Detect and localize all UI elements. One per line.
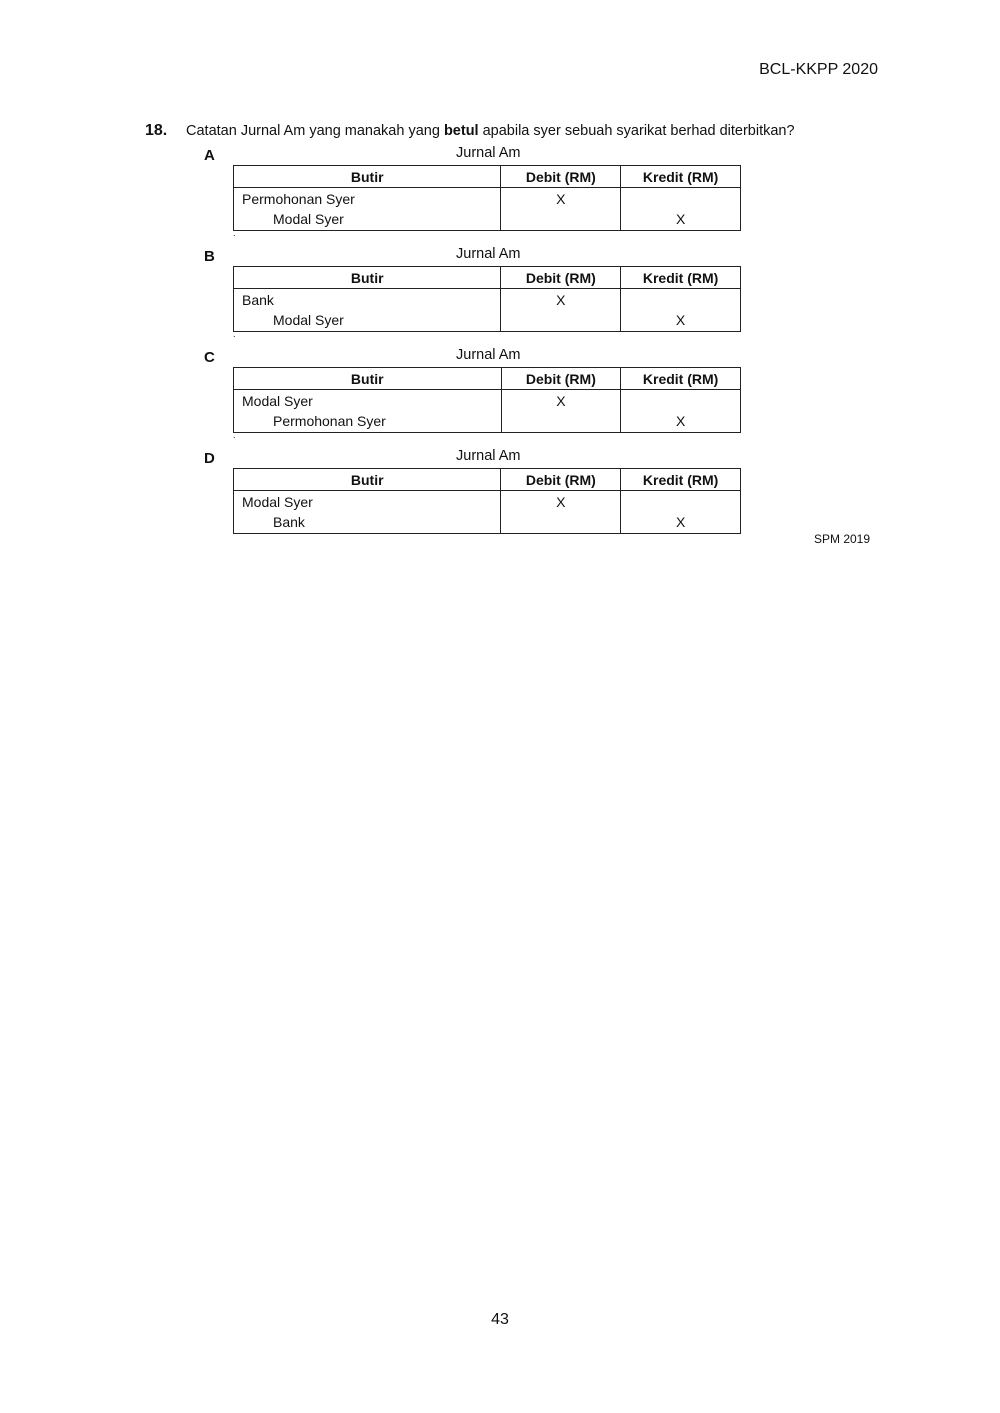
header-butir: Butir (234, 267, 501, 289)
header-debit: Debit (RM) (501, 469, 621, 491)
separator-dot: . (233, 329, 236, 339)
option-letter: C (204, 349, 215, 366)
question-text-before: Catatan Jurnal Am yang manakah yang (186, 123, 444, 139)
credit-account: Modal Syer (273, 211, 344, 227)
header-butir: Butir (234, 368, 502, 390)
question-number: 18. (145, 122, 168, 139)
question-text-bold: betul (443, 123, 479, 139)
debit-mark: X (556, 494, 566, 510)
option-letter: A (204, 147, 215, 164)
journal-title: Jurnal Am (456, 246, 521, 262)
butir-cell (234, 390, 502, 433)
journal-entry-row (234, 491, 741, 534)
header-butir: Butir (234, 166, 501, 188)
separator-dot: . (233, 430, 236, 440)
debit-mark: X (556, 191, 566, 207)
source-label: SPM 2019 (814, 532, 871, 546)
debit-cell (501, 289, 621, 332)
header-butir: Butir (234, 469, 501, 491)
credit-mark: X (675, 514, 686, 530)
header-kredit: Kredit (RM) (621, 368, 741, 390)
debit-mark: X (556, 292, 566, 308)
debit-account: Modal Syer (242, 494, 313, 510)
debit-account: Modal Syer (242, 393, 313, 409)
credit-mark: X (675, 312, 686, 328)
separator-dot: . (233, 228, 236, 238)
debit-mark: X (556, 393, 566, 409)
journal-table (233, 367, 741, 433)
credit-mark: X (675, 211, 686, 227)
debit-cell (501, 491, 621, 534)
credit-cell (621, 390, 741, 433)
page-number: 43 (491, 1311, 509, 1328)
butir-cell (234, 491, 501, 534)
credit-mark: X (675, 413, 686, 429)
journal-table (233, 468, 741, 534)
header-debit: Debit (RM) (501, 267, 621, 289)
journal-entry-row (234, 390, 741, 433)
debit-cell (501, 188, 621, 231)
debit-cell (501, 390, 621, 433)
debit-account: Permohonan Syer (242, 191, 355, 207)
credit-cell (621, 289, 741, 332)
header-debit: Debit (RM) (501, 368, 621, 390)
document-code: BCL-KKPP 2020 (759, 61, 878, 78)
header-kredit: Kredit (RM) (621, 166, 741, 188)
header-kredit: Kredit (RM) (621, 469, 741, 491)
journal-header-row (234, 267, 741, 289)
journal-header-row (234, 368, 741, 390)
question-text (186, 123, 795, 139)
header-debit: Debit (RM) (501, 166, 621, 188)
journal-header-row (234, 166, 741, 188)
journal-title: Jurnal Am (456, 347, 521, 363)
journal-title: Jurnal Am (456, 145, 521, 161)
journal-title: Jurnal Am (456, 448, 521, 464)
butir-cell (234, 289, 501, 332)
journal-entry-row (234, 289, 741, 332)
journal-header-row (234, 469, 741, 491)
credit-account: Bank (273, 514, 305, 530)
question-text-after: apabila syer sebuah syarikat berhad diterbitkan? (478, 123, 795, 139)
butir-cell (234, 188, 501, 231)
credit-account: Modal Syer (273, 312, 344, 328)
credit-cell (621, 491, 741, 534)
option-letter: D (204, 450, 215, 467)
journal-table (233, 266, 741, 332)
journal-entry-row (234, 188, 741, 231)
credit-cell (621, 188, 741, 231)
header-kredit: Kredit (RM) (621, 267, 741, 289)
debit-account: Bank (242, 292, 274, 308)
journal-table (233, 165, 741, 231)
option-letter: B (204, 248, 215, 265)
credit-account: Permohonan Syer (273, 413, 386, 429)
